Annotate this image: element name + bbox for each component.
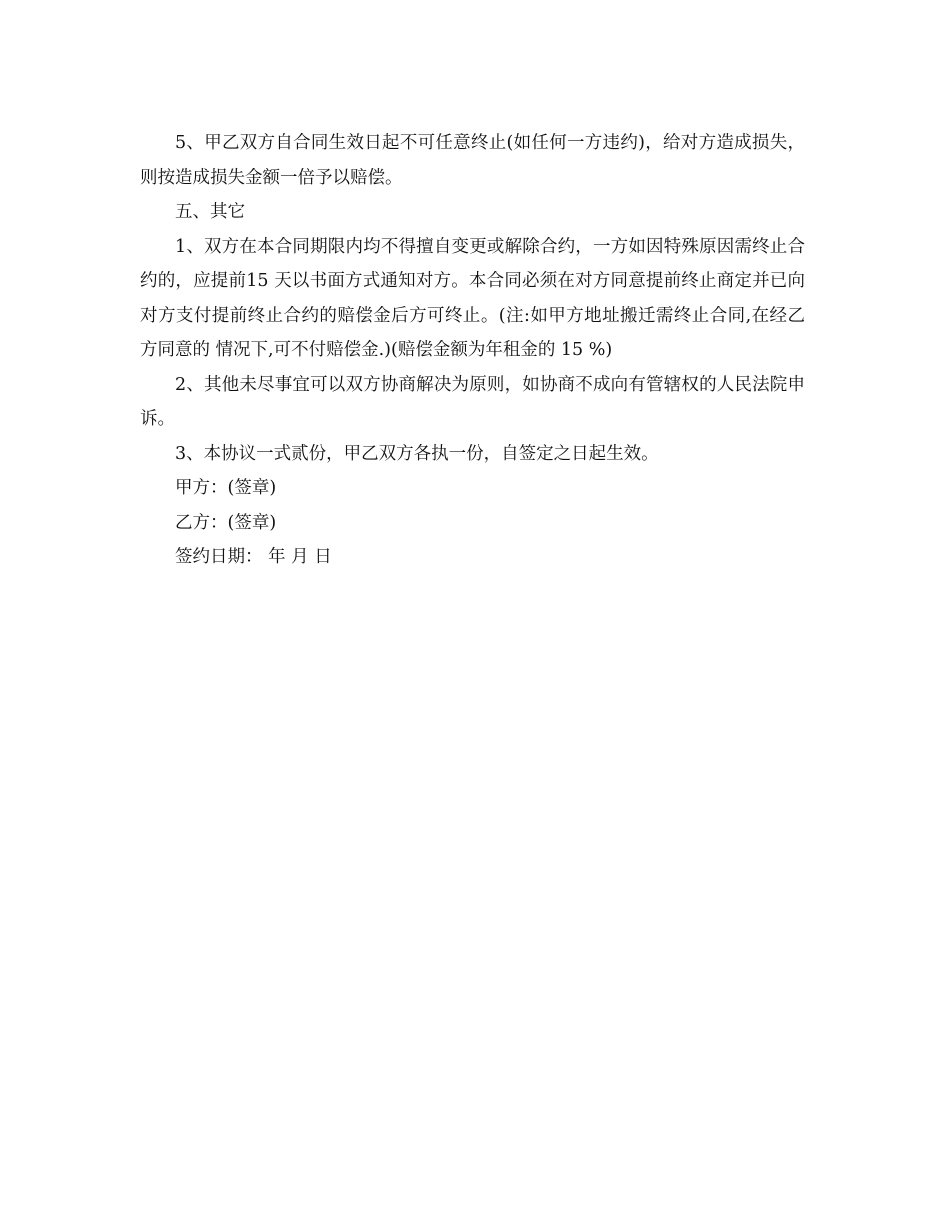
clause-2-dispute-resolution: 2、其他未尽事宜可以双方协商解决为原则，如协商不成向有管辖权的人民法院申诉。: [140, 374, 805, 429]
party-a-signature: 甲方：(签章): [175, 478, 277, 498]
section-heading-other: 五、其它: [175, 202, 245, 222]
signing-date: 签约日期： 年 月 日: [175, 547, 332, 567]
clause-5-breach-compensation: 5、甲乙双方自合同生效日起不可任意终止(如任何一方违约)，给对方造成损失，则按造成损失金额一倍予以赔偿。: [140, 133, 805, 188]
clause-3-copies-effective: 3、本协议一式贰份，甲乙双方各执一份，自签定之日起生效。: [175, 443, 659, 464]
document-body: [140, 126, 805, 575]
clause-1-termination: 1、双方在本合同期限内均不得擅自变更或解除合约，一方如因特殊原因需终止合约的，应提前15 天以书面方式通知对方。本合同必须在对方同意提前终止商定并已向对方支付提前终止合约的赔偿金后方可终止。(注:如甲方地址搬迁需终止合同,在经乙方同意的 情况下,可不付赔偿金.)(赔偿金额为年租金的 15 %): [140, 236, 805, 360]
party-b-signature: 乙方：(签章): [175, 512, 277, 533]
